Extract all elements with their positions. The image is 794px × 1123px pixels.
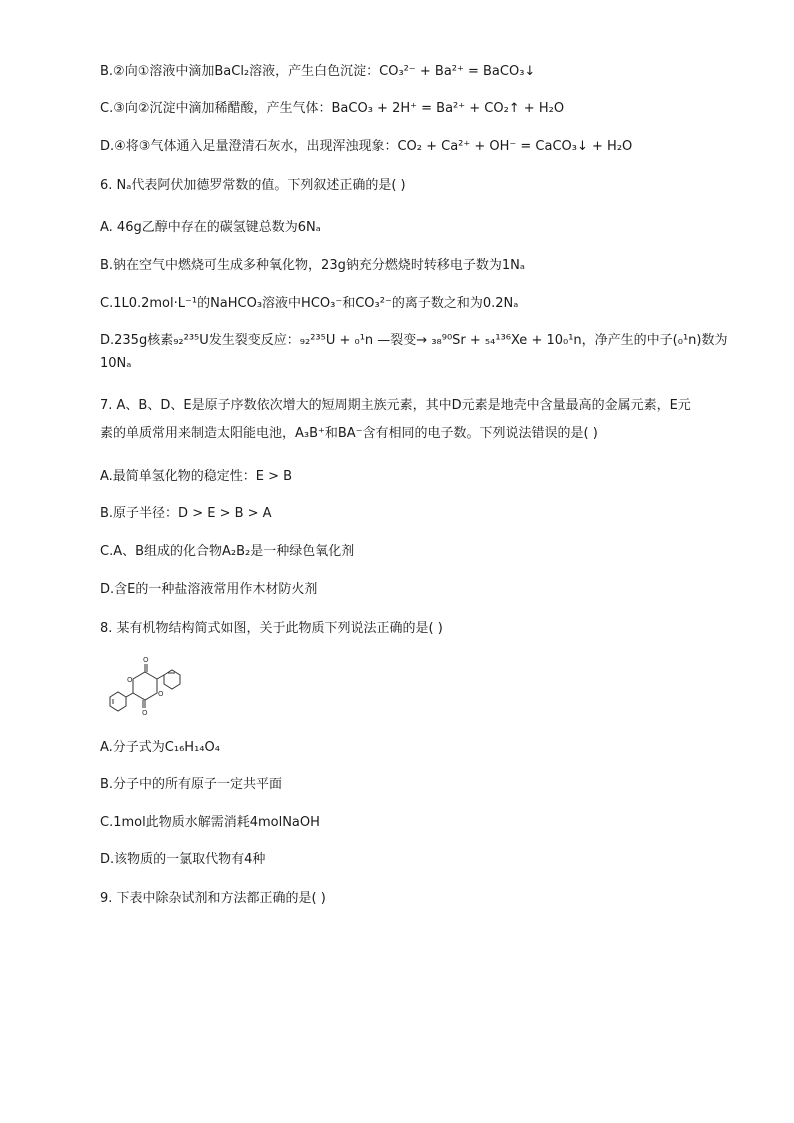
q8-option-b: B.分子中的所有原子一定共平面 bbox=[100, 777, 283, 792]
q6-option-c: C.1L0.2mol·L⁻¹的NaHCO₃溶液中HCO₃⁻和CO₃²⁻的离子数之和为0.2Nₐ bbox=[100, 296, 519, 311]
q7-option-a: A.最简单氢化物的稳定性：E > B bbox=[100, 469, 293, 484]
q8-stem: 8. 某有机物结构简式如图，关于此物质下列说法正确的是( ) bbox=[100, 621, 443, 636]
q7-stem: 7. A、B、D、E是原子序数依次增大的短周期主族元素，其中D元素是地壳中含量最高的金属元素，E元素的单质常用来制造太阳能电池，A₃B⁺和BA⁻含有相同的电子数。下列说法错误的是( ) bbox=[100, 398, 691, 441]
q8-option-c: C.1mol此物质水解需消耗4molNaOH bbox=[100, 815, 320, 830]
q7-option-c: C.A、B组成的化合物A₂B₂是一种绿色氧化剂 bbox=[100, 544, 355, 559]
q8-option-d: D.该物质的一氯取代物有4种 bbox=[100, 852, 266, 867]
q7-option-d: D.含E的一种盐溶液常用作木材防火剂 bbox=[100, 582, 318, 597]
q5-option-b: B.②向①溶液中滴加BaCl₂溶液，产生白色沉淀：CO₃²⁻ + Ba²⁺ = BaCO₃↓ bbox=[100, 64, 536, 79]
q6-option-a: A. 46g乙醇中存在的碳氢键总数为6Nₐ bbox=[100, 220, 321, 235]
q9-stem: 9. 下表中除杂试剂和方法都正确的是( ) bbox=[100, 891, 326, 906]
q6-option-b: B.钠在空气中燃烧可生成多种氧化物，23g钠充分燃烧时转移电子数为1Nₐ bbox=[100, 258, 525, 273]
q6-stem: 6. Nₐ代表阿伏加德罗常数的值。下列叙述正确的是( ) bbox=[100, 178, 406, 193]
q6-option-d: D.235g核素₉₂²³⁵U发生裂变反应：₉₂²³⁵U + ₀¹n —裂变→ ₃₈⁹⁰Sr + ₅₄¹³⁶Xe + 10₀¹n，净产生的中子(₀¹n)数为 bbox=[100, 333, 728, 348]
q5-option-c: C.③向②沉淀中滴加稀醋酸，产生气体：BaCO₃ + 2H⁺ = Ba²⁺ + CO₂↑ + H₂O bbox=[100, 101, 565, 116]
oxygen-label-left: O bbox=[127, 676, 133, 684]
molecule-structure-diagram bbox=[100, 652, 190, 722]
q5-option-d: D.④将③气体通入足量澄清石灰水，出现浑浊现象：CO₂ + Ca²⁺ + OH⁻ = CaCO₃↓ + H₂O bbox=[100, 139, 633, 154]
q7-option-b: B.原子半径：D > E > B > A bbox=[100, 506, 272, 521]
q8-option-a: A.分子式为C₁₆H₁₄O₄ bbox=[100, 740, 220, 755]
oxygen-label-top: O bbox=[143, 656, 149, 664]
oxygen-label-right: O bbox=[158, 690, 164, 698]
q6-option-d-cont: 10Nₐ bbox=[100, 356, 132, 371]
oxygen-label-bottom: O bbox=[142, 709, 148, 717]
